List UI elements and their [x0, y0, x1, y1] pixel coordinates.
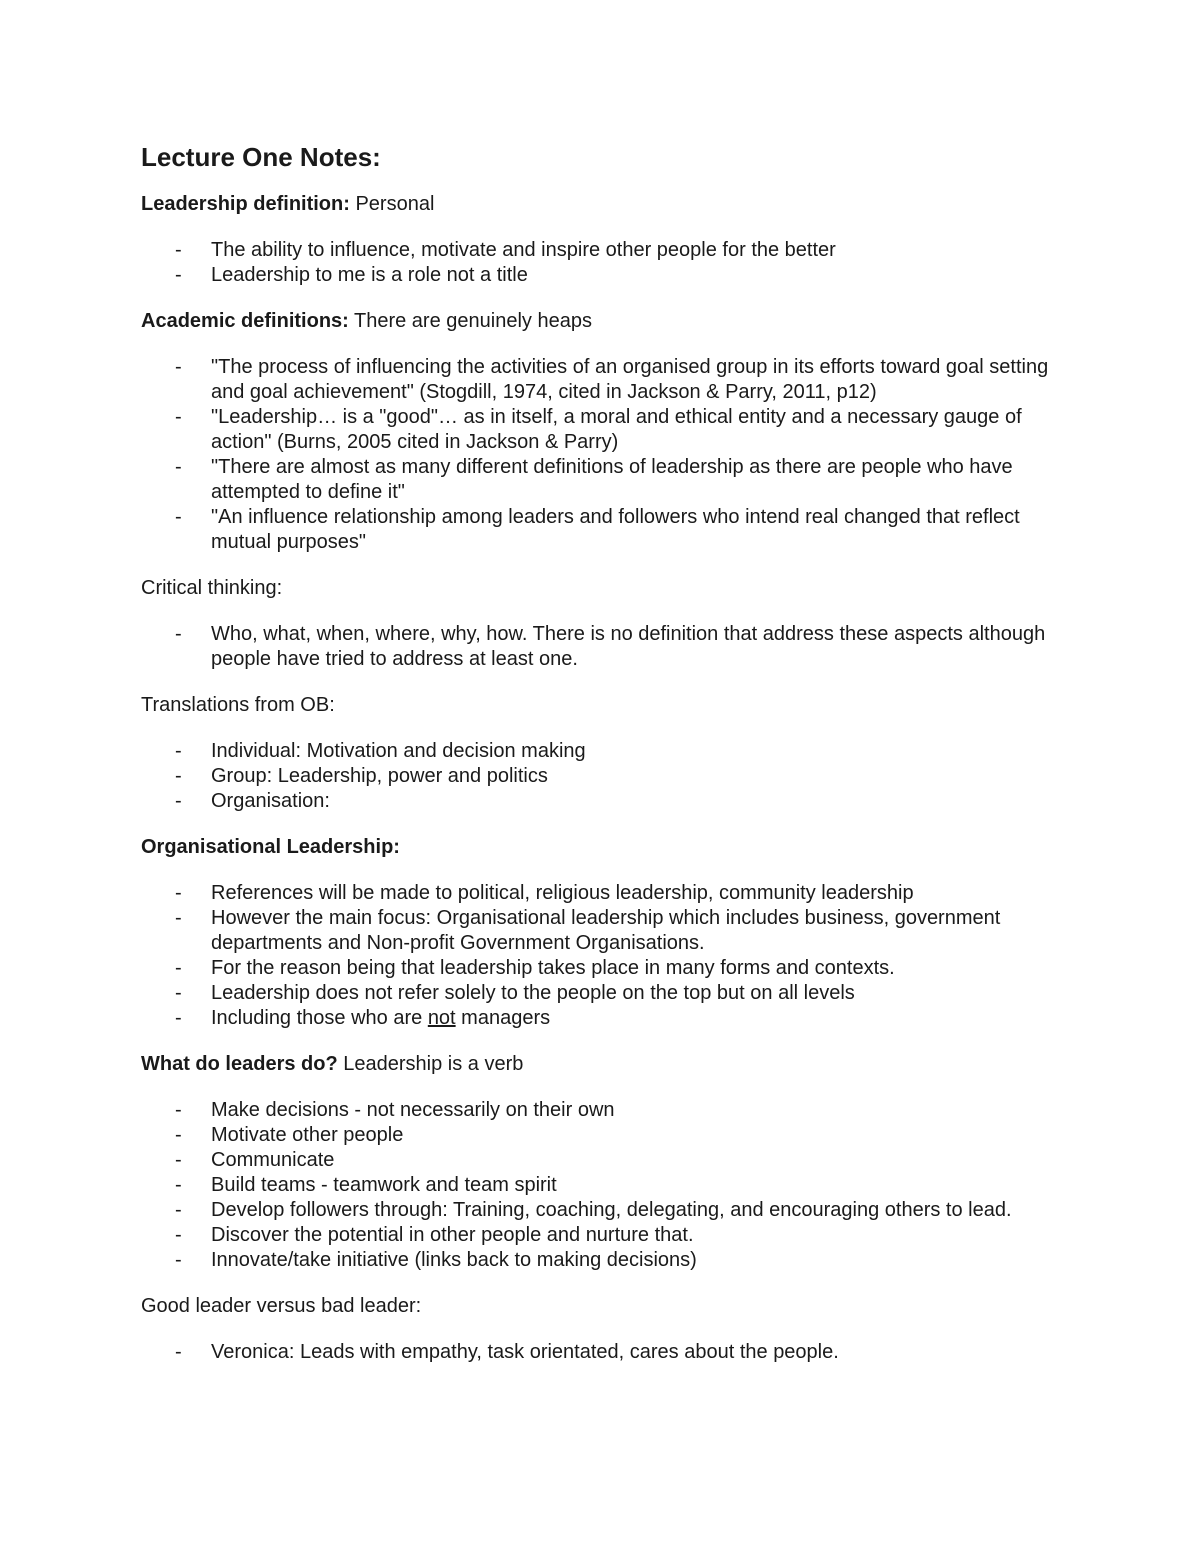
section-heading-academic-definitions [141, 309, 1071, 334]
section-heading-what-do-leaders-do [141, 1052, 1071, 1077]
list-item [141, 906, 1071, 956]
list-item [141, 739, 1071, 764]
heading-text: Translations from OB: [141, 694, 335, 716]
list-item [141, 1123, 1071, 1148]
list-critical-thinking [141, 622, 1071, 672]
heading-bold: What do leaders do? [141, 1053, 338, 1075]
list-item-text-before: Including those who are [211, 1007, 428, 1029]
section-heading-good-vs-bad-leader [141, 1294, 1071, 1319]
list-item-text-after: managers [455, 1007, 551, 1029]
dash-bullet: - [175, 1099, 182, 1121]
dash-bullet: - [175, 356, 182, 378]
list-item-text: "There are almost as many different definitions of leadership as there are people who have attempted to define it" [211, 456, 1013, 503]
list-item [141, 981, 1071, 1006]
list-item [141, 1173, 1071, 1198]
list-item [141, 1198, 1071, 1223]
list-item [141, 263, 1071, 288]
list-translations-from-ob [141, 739, 1071, 814]
list-item-text: Discover the potential in other people and nurture that. [211, 1224, 694, 1246]
list-item [141, 1148, 1071, 1173]
section-heading-translations-from-ob [141, 693, 1071, 718]
dash-bullet: - [175, 790, 182, 812]
dash-bullet: - [175, 406, 182, 428]
dash-bullet: - [175, 1224, 182, 1246]
list-item [141, 956, 1071, 981]
dash-bullet: - [175, 506, 182, 528]
heading-bold: Leadership definition: [141, 193, 350, 215]
list-item-text: Leadership to me is a role not a title [211, 264, 528, 286]
heading-bold: Organisational Leadership: [141, 836, 400, 858]
page-title: Lecture One Notes: [141, 142, 381, 172]
list-item-text: Make decisions - not necessarily on their own [211, 1099, 615, 1121]
list-item [141, 1340, 1071, 1365]
heading-text: There are genuinely heaps [348, 310, 592, 332]
list-item-text: However the main focus: Organisational leadership which includes business, government departments and Non-profit Government Organisations. [211, 907, 1001, 954]
list-item-text: "An influence relationship among leaders and followers who intend real changed that reflect mutual purposes" [211, 506, 1020, 553]
dash-bullet: - [175, 907, 182, 929]
dash-bullet: - [175, 1174, 182, 1196]
list-item [141, 789, 1071, 814]
list-item [141, 764, 1071, 789]
list-item-text: Leadership does not refer solely to the people on the top but on all levels [211, 982, 855, 1004]
heading-text: Good leader versus bad leader: [141, 1295, 422, 1317]
dash-bullet: - [175, 982, 182, 1004]
list-item [141, 355, 1071, 405]
list-item [141, 1248, 1071, 1273]
list-item [141, 455, 1071, 505]
underlined-word: not [427, 1007, 456, 1029]
list-item-text: Who, what, when, where, why, how. There is no definition that address these aspects although people have tried to address at least one. [211, 623, 1046, 670]
dash-bullet: - [175, 264, 182, 286]
list-item-text: Individual: Motivation and decision making [211, 740, 586, 762]
dash-bullet: - [175, 765, 182, 787]
dash-bullet: - [175, 456, 182, 478]
list-item [141, 622, 1071, 672]
list-item-text: Organisation: [211, 790, 330, 812]
dash-bullet: - [175, 1199, 182, 1221]
list-item [141, 405, 1071, 455]
list-item [141, 1223, 1071, 1248]
list-item [141, 1006, 1071, 1031]
list-item [141, 505, 1071, 555]
list-item [141, 238, 1071, 263]
list-academic-definitions [141, 355, 1071, 555]
list-item-text: References will be made to political, religious leadership, community leadership [211, 882, 914, 904]
list-item-text: The ability to influence, motivate and inspire other people for the better [211, 239, 836, 261]
list-item-text: Veronica: Leads with empathy, task orientated, cares about the people. [211, 1341, 839, 1363]
dash-bullet: - [175, 239, 182, 261]
dash-bullet: - [175, 1249, 182, 1271]
dash-bullet: - [175, 1007, 182, 1029]
list-item-text: Innovate/take initiative (links back to making decisions) [211, 1249, 697, 1271]
list-item [141, 1098, 1071, 1123]
dash-bullet: - [175, 1149, 182, 1171]
list-item-text: Group: Leadership, power and politics [211, 765, 548, 787]
dash-bullet: - [175, 882, 182, 904]
heading-bold: Academic definitions: [141, 310, 349, 332]
list-item [141, 881, 1071, 906]
document-page [141, 141, 1071, 1386]
list-item-text: Develop followers through: Training, coaching, delegating, and encouraging others to lead. [211, 1199, 1012, 1221]
heading-text: Critical thinking: [141, 577, 283, 599]
list-what-do-leaders-do [141, 1098, 1071, 1273]
heading-text: Personal [349, 193, 435, 215]
list-leadership-definition [141, 238, 1071, 288]
heading-text: Leadership is a verb [337, 1053, 524, 1075]
dash-bullet: - [175, 740, 182, 762]
list-item-text: "The process of influencing the activities of an organised group in its efforts toward goal setting and goal achievement" (Stogdill, 1974, cited in Jackson & Parry, 2011, p12) [211, 356, 1049, 403]
list-item-text: Motivate other people [211, 1124, 404, 1146]
list-item-text: "Leadership… is a "good"… as in itself, a moral and ethical entity and a necessary gauge of action" (Burns, 2005 cited in Jackson & Parry) [211, 406, 1022, 453]
dash-bullet: - [175, 957, 182, 979]
list-item-text: Build teams - teamwork and team spirit [211, 1174, 557, 1196]
section-heading-organisational-leadership [141, 835, 1071, 860]
list-organisational-leadership [141, 881, 1071, 1031]
list-good-vs-bad-leader [141, 1340, 1071, 1365]
list-item-text: For the reason being that leadership takes place in many forms and contexts. [211, 957, 895, 979]
section-heading-leadership-definition [141, 192, 1071, 217]
dash-bullet: - [175, 1341, 182, 1363]
dash-bullet: - [175, 623, 182, 645]
section-heading-critical-thinking [141, 576, 1071, 601]
list-item-text: Communicate [211, 1149, 335, 1171]
dash-bullet: - [175, 1124, 182, 1146]
